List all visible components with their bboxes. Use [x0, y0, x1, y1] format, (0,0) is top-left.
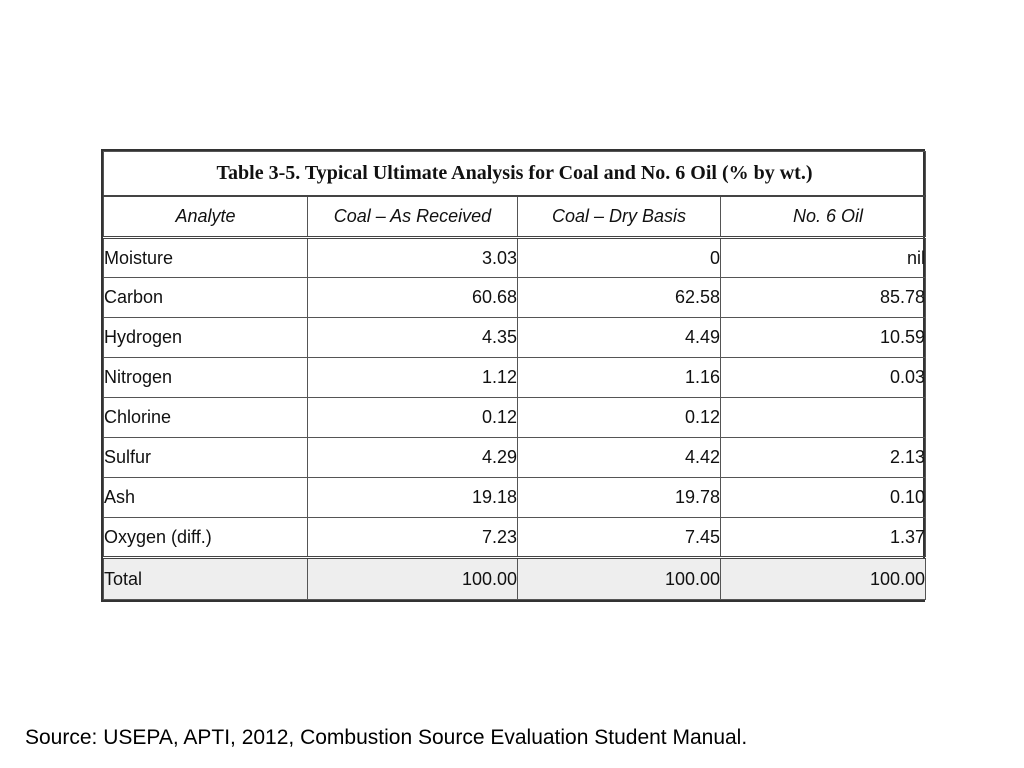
row-dry-basis: 19.78: [518, 478, 721, 518]
row-oil: 2.13: [721, 438, 926, 478]
table-row: [104, 278, 926, 318]
table-title: Table 3-5. Typical Ultimate Analysis for Coal and No. 6 Oil (% by wt.): [104, 152, 926, 196]
row-oil: [721, 398, 926, 438]
total-row: [104, 558, 926, 600]
row-dry-basis: 62.58: [518, 278, 721, 318]
row-as-received: 4.29: [308, 438, 518, 478]
row-analyte: Carbon: [104, 278, 308, 318]
row-as-received: 7.23: [308, 518, 518, 558]
table-row: [104, 238, 926, 278]
column-header-coal-dry-basis: Coal – Dry Basis: [518, 196, 721, 238]
row-as-received: 60.68: [308, 278, 518, 318]
row-analyte: Ash: [104, 478, 308, 518]
row-dry-basis: 1.16: [518, 358, 721, 398]
column-header-analyte: Analyte: [104, 196, 308, 238]
row-oil: nil: [721, 238, 926, 278]
row-as-received: 19.18: [308, 478, 518, 518]
row-analyte: Moisture: [104, 238, 308, 278]
row-as-received: 3.03: [308, 238, 518, 278]
table-header-row: [104, 196, 926, 238]
column-header-no6-oil: No. 6 Oil: [721, 196, 926, 238]
table-row: [104, 358, 926, 398]
table-row: [104, 438, 926, 478]
row-oil: 1.37: [721, 518, 926, 558]
source-citation: Source: USEPA, APTI, 2012, Combustion Source Evaluation Student Manual.: [25, 726, 748, 749]
row-dry-basis: 7.45: [518, 518, 721, 558]
row-oil: 10.59: [721, 318, 926, 358]
row-analyte: Nitrogen: [104, 358, 308, 398]
total-oil: 100.00: [721, 558, 926, 600]
table-row: [104, 398, 926, 438]
data-table: [103, 151, 926, 600]
row-dry-basis: 0.12: [518, 398, 721, 438]
total-label: Total: [104, 558, 308, 600]
table-row: [104, 518, 926, 558]
column-header-coal-as-received: Coal – As Received: [308, 196, 518, 238]
table-row: [104, 318, 926, 358]
row-oil: 0.03: [721, 358, 926, 398]
row-analyte: Oxygen (diff.): [104, 518, 308, 558]
ultimate-analysis-table: [101, 149, 925, 602]
row-analyte: Hydrogen: [104, 318, 308, 358]
row-dry-basis: 4.49: [518, 318, 721, 358]
row-as-received: 4.35: [308, 318, 518, 358]
total-dry-basis: 100.00: [518, 558, 721, 600]
row-oil: 85.78: [721, 278, 926, 318]
row-oil: 0.10: [721, 478, 926, 518]
total-as-received: 100.00: [308, 558, 518, 600]
row-as-received: 1.12: [308, 358, 518, 398]
row-dry-basis: 4.42: [518, 438, 721, 478]
table-body: [104, 238, 926, 558]
row-as-received: 0.12: [308, 398, 518, 438]
row-dry-basis: 0: [518, 238, 721, 278]
row-analyte: Chlorine: [104, 398, 308, 438]
table-row: [104, 478, 926, 518]
row-analyte: Sulfur: [104, 438, 308, 478]
